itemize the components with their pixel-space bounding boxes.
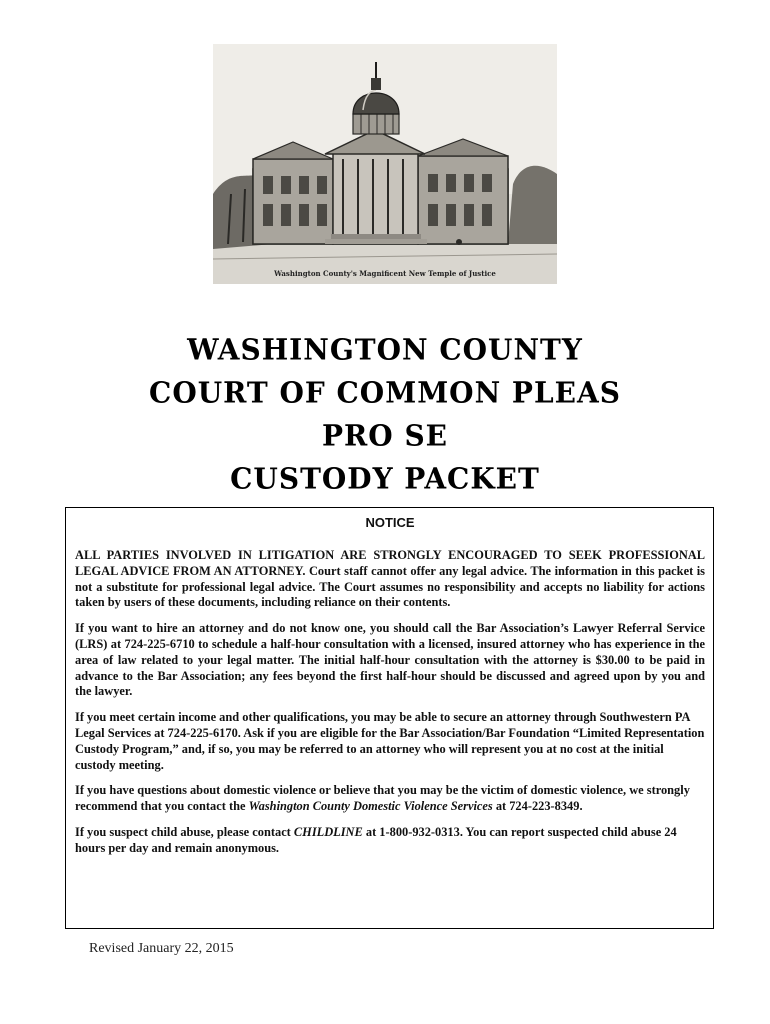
courthouse-photo xyxy=(213,44,557,284)
notice-paragraph-legal-services: If you meet certain income and other qualifications, you may be able to secure an attorney through Southwestern PA Legal Services at 724-225-6170. Ask if you are eligible for the Bar Association/Bar Foundation “Limited Representation Custody Program,” and, if so, you may be referred to an attorney who will represent you at no cost at the initial custody meeting. xyxy=(75,710,705,772)
domestic-violence-services-name: Washington County Domestic Violence Services xyxy=(248,799,493,814)
revised-date: Revised January 22, 2015 xyxy=(89,941,234,956)
domestic-violence-text-start: If you have questions about domestic violence or believe that you may be the victim of domestic violence, we strongly recommend that you contact the xyxy=(75,783,690,814)
packet-title xyxy=(0,328,770,500)
child-abuse-text-end: at 1-800-932-0313. You can report suspected child abuse 24 hours per day and remain anonymous. xyxy=(75,824,677,855)
title-line-packet: CUSTODY PACKET xyxy=(230,461,540,496)
title-line-court: COURT OF COMMON PLEAS xyxy=(149,375,621,410)
domestic-violence-text-end: at 724-223-8349. xyxy=(492,799,583,814)
notice-heading: NOTICE xyxy=(365,515,415,530)
title-line-pro-se: PRO SE xyxy=(321,418,449,453)
notice-paragraph-legal-advice: ALL PARTIES INVOLVED IN LITIGATION ARE STRONGLY ENCOURAGED TO SEEK PROFESSIONAL LEGAL ADVICE FROM AN ATTORNEY. Court staff cannot offer any legal advice. The information in this packet is not a substitute for professional legal advice. The Court assumes no responsibility and accepts no liability for actions taken by users of these documents, including reliance on their contents. xyxy=(75,548,705,610)
child-abuse-text-start: If you suspect child abuse, please contact xyxy=(75,824,294,839)
notice-paragraph-child-abuse xyxy=(75,825,705,857)
notice-paragraph-lawyer-referral: If you want to hire an attorney and do not know one, you should call the Bar Association’s Lawyer Referral Service (LRS) at 724-225-6710 to schedule a half-hour consultation with a licensed, insured attorney who has experience in the area of law related to your legal matter. The initial half-hour consultation with the attorney is $30.00 to be paid in advance to the Bar Association; any fees beyond the first half-hour should be discussed and agreed upon by you and the lawyer. xyxy=(75,621,705,699)
photo-caption: Washington County's Magnificent New Temple of Justice xyxy=(274,269,496,278)
notice-paragraph-domestic-violence xyxy=(75,783,705,815)
notice-box xyxy=(65,507,714,929)
childline-name: CHILDLINE xyxy=(293,824,363,839)
courthouse-illustration xyxy=(213,44,557,284)
title-line-county: WASHINGTON COUNTY xyxy=(187,332,583,367)
